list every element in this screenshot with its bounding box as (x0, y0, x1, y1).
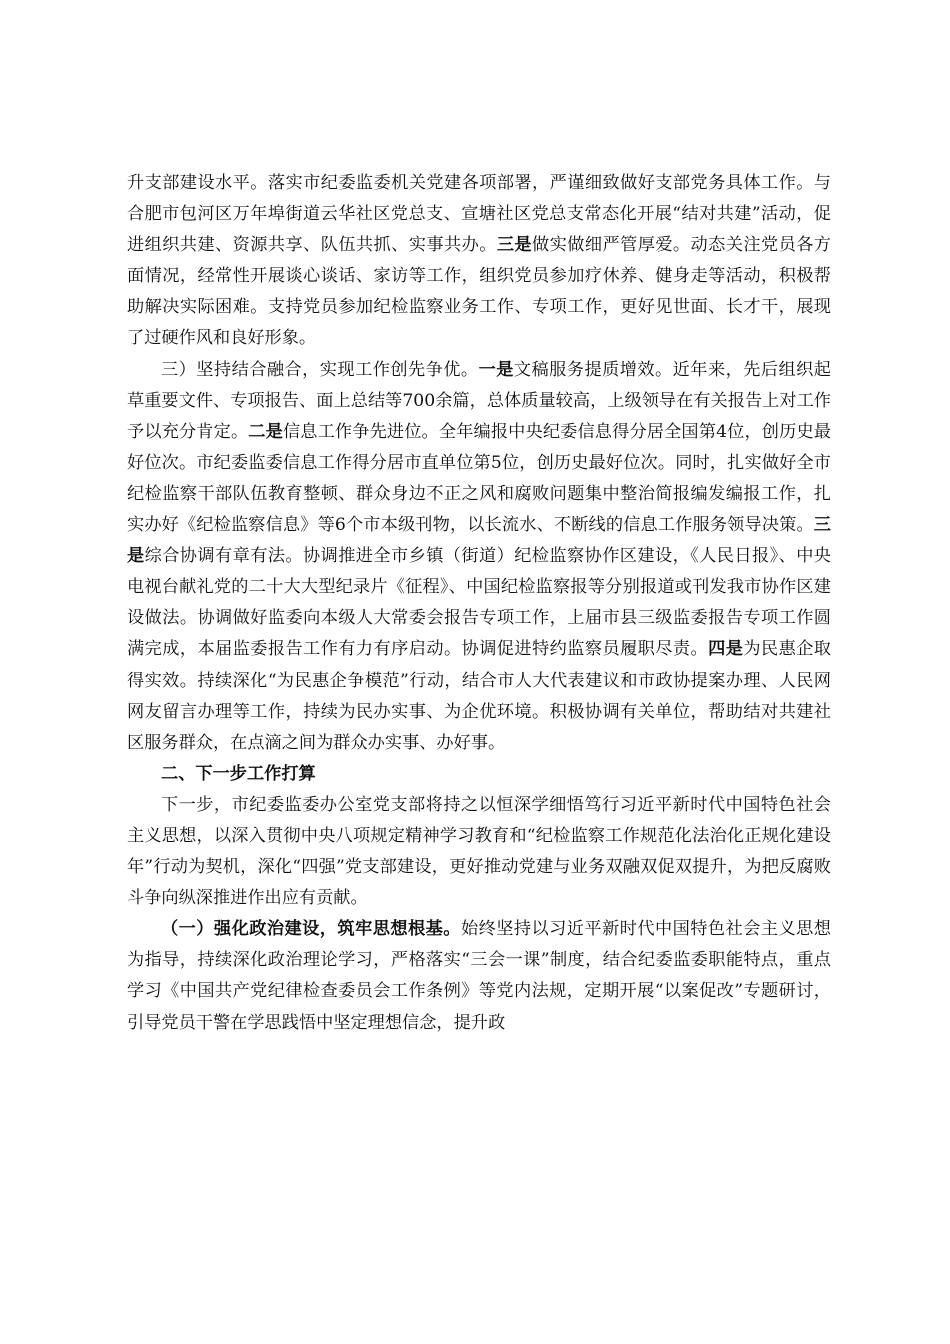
body-text: 做实做细严管厚爱。动态关注党员各方面情况，经常性开展谈心谈话、家访等工作，组织党员参加疗休养、健身走等活动，积极帮助解决实际困难。支持党员参加纪检监察业务工作、专项工作，更好见世面、长才干，展现了过硬作风和良好形象。 (127, 235, 831, 349)
bold-text: 三是 (127, 515, 831, 567)
body-text: 三）坚持结合融合，实现工作创先争优。 (161, 359, 479, 380)
body-text: 为民惠企取得实效。持续深化“为民惠企争模范”行动，结合市人大代表建议和市政协提案办理、人民网网友留言办理等工作，持续为民办实事、为企优环境。积极协调有关单位，帮助结对共建社区服务群众，在点滴之间为群众办实事、办好事。 (127, 639, 831, 753)
bold-text: 二是 (248, 421, 283, 442)
bold-text: （一）强化政治建设，筑牢思想根基。 (161, 919, 461, 940)
body-text: 升支部建设水平。落实市纪委监委机关党建各项部署，严谨细致做好支部党务具体工作。与合肥市包河区万年埠街道云华社区党总支、宣塘社区党总支常态化开展“结对共建”活动，促进组织共建、资源共享、队伍共抓、实事共办。 (127, 173, 831, 256)
body-text: 文稿服务提质增效。近年来，先后组织起草重要文件、专项报告、面上总结等700余篇，总体质量较高，上级领导在有关报告上对工作予以充分肯定。 (127, 359, 831, 442)
bold-text: 一是 (478, 359, 514, 380)
body-text: 始终坚持以习近平新时代中国特色社会主义思想为指导，持续深化政治理论学习，严格落实“三会一课”制度，结合纪委监委职能特点，重点学习《中国共产党纪律检查委员会工作条例》等党内法规，定期开展“以案促改”专题研讨，引导党员干警在学思践悟中坚定理想信念，提升政 (127, 919, 831, 1033)
paragraph-next-steps (127, 790, 831, 914)
section-heading-next-steps (127, 759, 831, 790)
paragraph-political-building (127, 914, 831, 1038)
paragraph-branch-building (127, 168, 831, 355)
bold-text: 四是 (708, 639, 744, 660)
body-text: 下一步，市纪委监委办公室党支部将持之以恒深学细悟笃行习近平新时代中国特色社会主义思想，以深入贯彻中央八项规定精神学习教育和“纪检监察工作规范化法治化正规化建设年”行动为契机，深化“四强”党支部建设，更好推动党建与业务双融双促双提升，为把反腐败斗争向纵深推进作出应有贡献。 (127, 794, 831, 909)
bold-text: 三是 (496, 235, 533, 256)
body-text: 信息工作争先进位。全年编报中央纪委信息得分居全国第4位，创历史最好位次。市纪委监委信息工作得分居市直单位第5位，创历史最好位次。同时，扎实做好全市纪检监察干部队伍教育整顿、群众身边不正之风和腐败问题集中整治简报编发编报工作，扎实办好《纪检监察信息》等6个市本级刊物，以长流水、不断线的信息工作服务领导决策。 (127, 421, 831, 536)
document-page (127, 168, 831, 1039)
body-text: 综合协调有章有法。协调推进全市乡镇（街道）纪检监察协作区建设，《人民日报》、中央电视台献礼党的二十大大型纪录片《征程》、中国纪检监察报等分别报道或刊发我市协作区建设做法。协调做好监委向本级人大常委会报告专项工作，上届市县三级监委报告专项工作圆满完成，本届监委报告工作有力有序启动。协调促进特约监察员履职尽责。 (127, 546, 831, 660)
paragraph-integration (127, 355, 831, 759)
bold-text: 二、下一步工作打算 (161, 763, 316, 784)
